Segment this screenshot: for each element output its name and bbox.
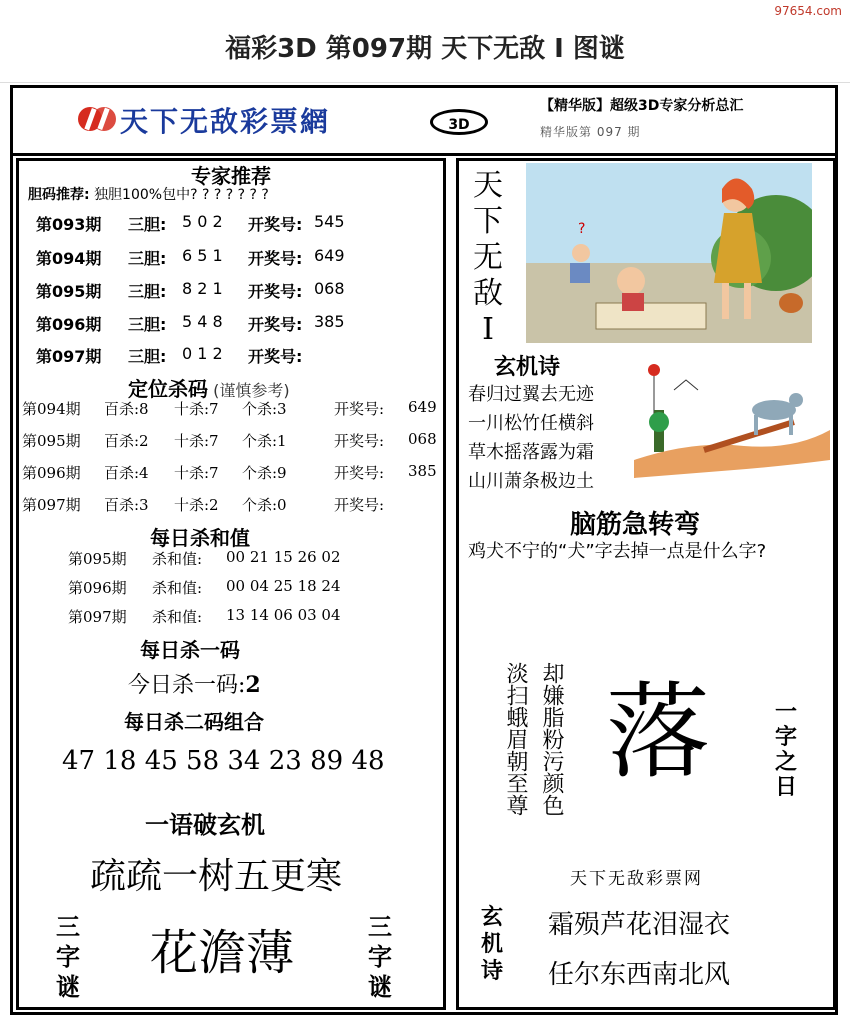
vertical-column-1: 淡扫蛾眉朝至尊: [503, 662, 528, 816]
san-dan-row: 第095期 三胆: 8 2 1 开奖号: 068: [36, 279, 345, 301]
expert-title: 专家推荐: [191, 164, 271, 188]
big-character: 落: [606, 671, 711, 793]
san-dan-row: 第094期 三胆: 6 5 1 开奖号: 649: [36, 246, 345, 268]
two-kill-values: 47 18 45 58 34 23 89 48: [62, 746, 385, 776]
riddle-title: 一语破玄机: [145, 811, 265, 839]
three-word-text: 花澹薄: [150, 925, 295, 981]
position-kill-row: 第097期 百杀:3 十杀:2 个杀:0 开奖号:: [22, 496, 385, 514]
site-name: 天下无敌彩票网: [570, 869, 703, 889]
title-divider: [0, 82, 850, 83]
lottery-logo-icon: [76, 104, 118, 134]
riddle-text: 疏疏一树五更寒: [90, 856, 343, 897]
dan-recommend: [28, 184, 269, 204]
poem-title: 玄机诗: [494, 355, 561, 380]
one-kill-title: 每日杀一码: [140, 638, 240, 662]
poem-line: 山川萧条极边土: [468, 471, 594, 492]
brain-title: 脑筋急转弯: [570, 510, 701, 540]
poem2-label: 玄机诗: [480, 905, 503, 984]
sum-kill-row: 第097期 杀和值: 13 14 06 03 04: [68, 606, 341, 626]
position-kill-title: 定位杀码: [128, 377, 208, 401]
svg-text:?: ?: [578, 221, 586, 237]
position-kill-row: 第096期 百杀:4 十杀:7 个杀:9 开奖号: 385: [22, 462, 437, 482]
position-kill-row: 第094期 百杀:8 十杀:7 个杀:3 开奖号: 649: [22, 398, 437, 418]
vertical-column-2: 却嫌脂粉污颜色: [539, 662, 564, 816]
sum-kill-title: 每日杀和值: [150, 526, 250, 550]
vertical-title: 天下无敌I: [473, 168, 503, 347]
edition-label: 【精华版】超级3D专家分析总汇: [540, 98, 744, 114]
poem2-line: 霜殒芦花泪湿衣: [548, 910, 731, 940]
poem2-lines: [548, 900, 730, 1000]
site-watermark: 97654.com: [774, 4, 842, 18]
cartoon-illustration: [526, 163, 812, 343]
poem2-line: 任尔东西南北风: [548, 960, 731, 990]
one-kill-value: 2: [245, 672, 261, 698]
poem-line: 春归过翼去无迹: [468, 384, 594, 405]
position-kill-row: 第095期 百杀:2 十杀:7 个杀:1 开奖号: 068: [22, 430, 437, 450]
sum-kill-row: 第095期 杀和值: 00 21 15 26 02: [68, 548, 341, 568]
poem-illustration: [634, 360, 830, 494]
logo-text: 天下无敌彩票網: [120, 105, 331, 138]
san-dan-row: 第096期 三胆: 5 4 8 开奖号: 385: [36, 312, 345, 334]
brain-question: 鸡犬不宁的“犬”字去掉一点是什么字?: [468, 541, 767, 562]
sum-kill-row: 第096期 杀和值: 00 04 25 18 24: [68, 577, 341, 597]
two-kill-title: 每日杀二码组合: [124, 710, 264, 734]
one-char-label: 一字之日: [774, 700, 797, 800]
poem-line: 一川松竹任横斜: [468, 413, 594, 434]
one-kill-line: [128, 668, 261, 699]
issue-label: 精华版第 097 期: [540, 125, 641, 139]
page-title: 福彩3D 第097期 天下无敌 I 图谜: [225, 34, 625, 64]
poem-line: 草木摇落露为霜: [468, 442, 594, 463]
san-dan-row: 第093期 三胆: 5 0 2 开奖号: 545: [36, 212, 345, 234]
san-dan-row: 第097期 三胆: 0 1 2 开奖号:: [36, 344, 303, 366]
logo-3d-badge: 3D: [430, 109, 488, 135]
dan-value: 独胆100%包中? ? ? ? ? ? ?: [94, 187, 269, 203]
dan-label: 胆码推荐:: [28, 187, 90, 203]
position-kill-note: (谨慎参考): [213, 381, 290, 400]
poem-lines: [468, 380, 594, 496]
one-kill-label: 今日杀一码:: [128, 673, 246, 698]
three-word-label-right: 三字谜: [368, 913, 392, 1001]
header-divider: [10, 153, 838, 156]
three-word-label-left: 三字谜: [56, 913, 80, 1001]
